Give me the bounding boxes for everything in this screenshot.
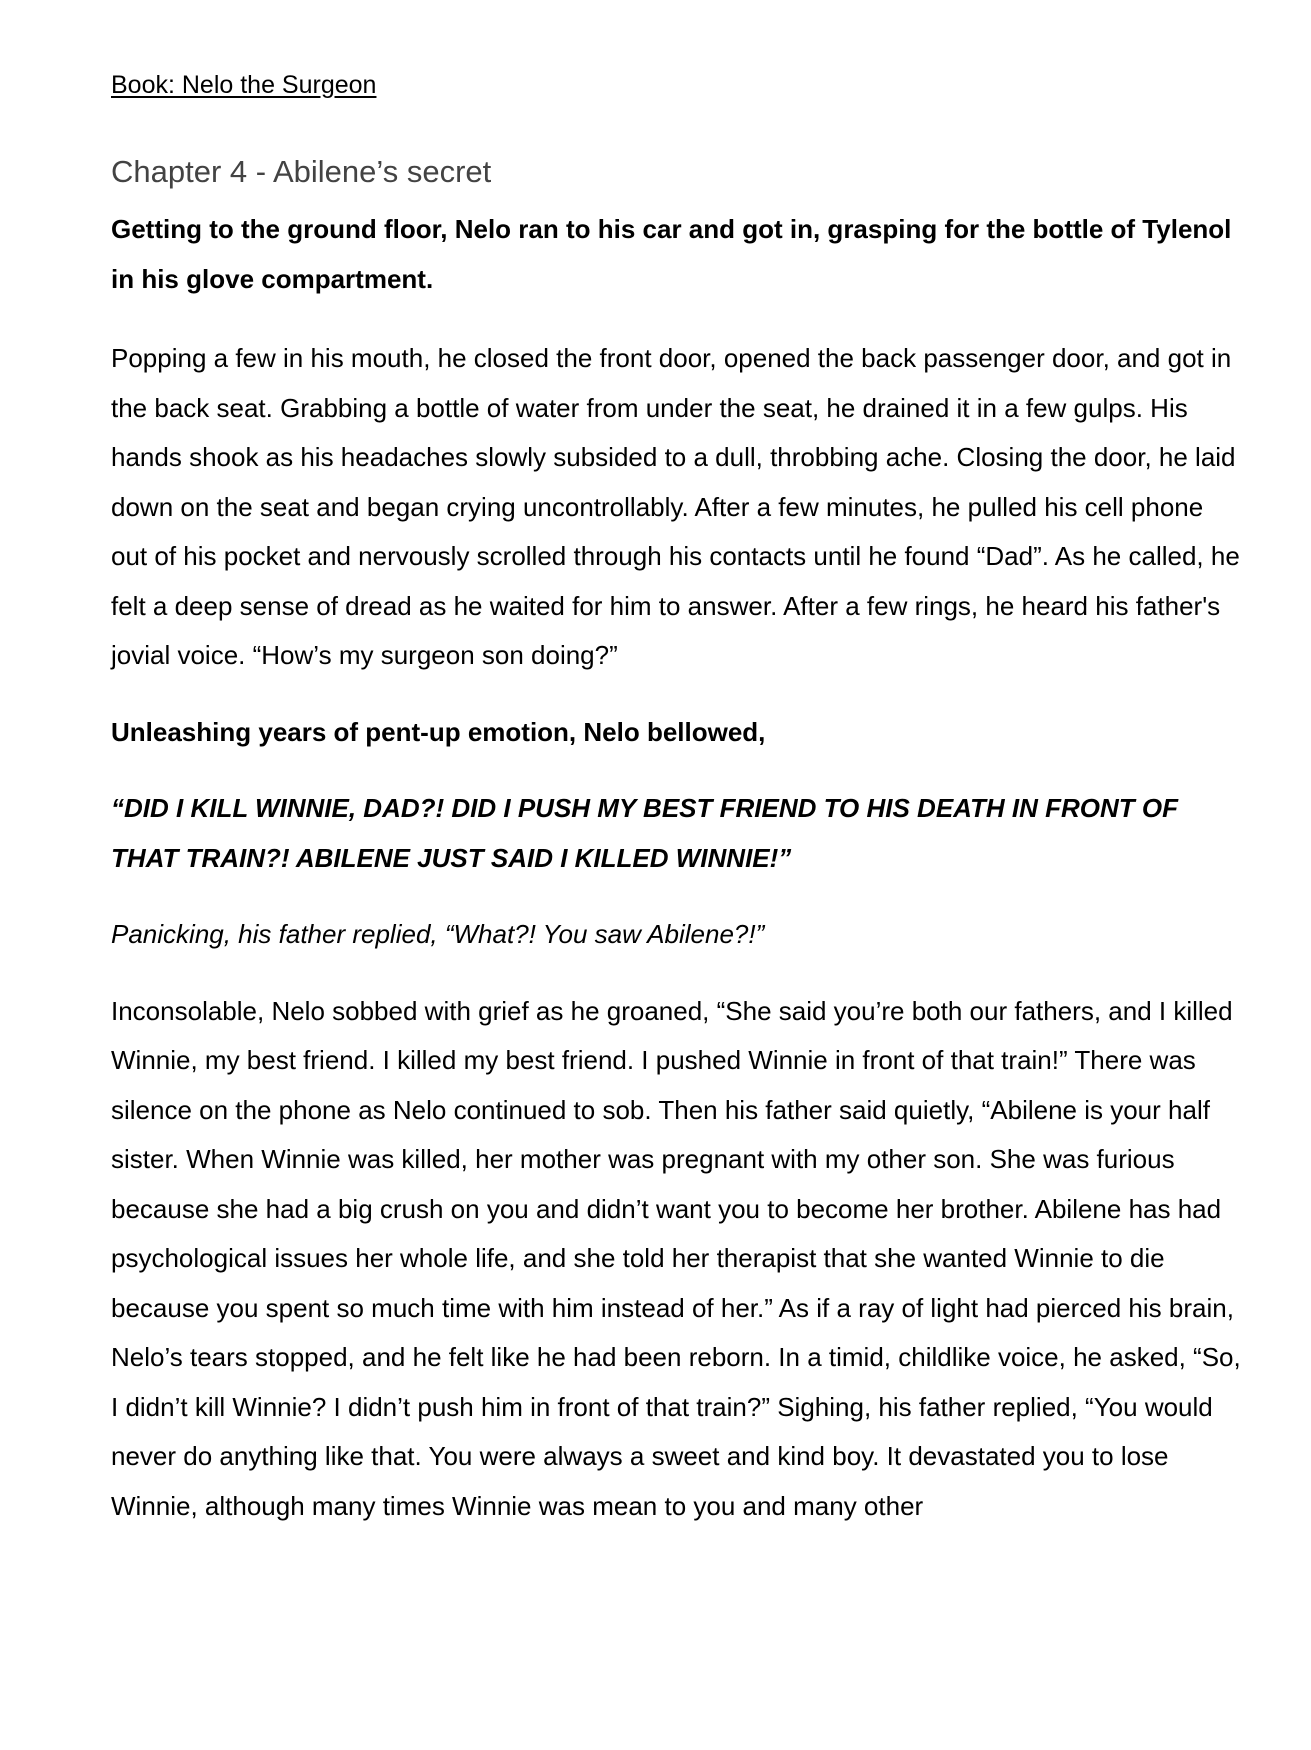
chapter-title: Chapter 4 - Abilene’s secret — [111, 154, 492, 189]
paragraph-body: Inconsolable, Nelo sobbed with grief as he groaned, “She said you’re both our fathers, and I killed Winnie, my best friend. I killed my best friend. I pushed Winnie in front of that train!” There was silence on the phone as Nelo continued to sob. Then his father said quietly, “Abilene is your half sister. When Winnie was killed, her mother was pregnant with my other son. She was furious because she had a big crush on you and didn’t want you to become her brother. Abilene has had psychological issues her whole life, and she told her therapist that she wanted Winnie to die because you spent so much time with him instead of her.” As if a ray of light had pierced his brain, Nelo’s tears stopped, and he felt like he had been reborn. In a timid, childlike voice, he asked, “So, I didn’t kill Winnie? I didn’t push him in front of that train?” Sighing, his father replied, “You would never do anything like that. You were always a sweet and kind boy. It devastated you to lose Winnie, although many times Winnie was mean to you and many other — [111, 995, 1241, 1521]
paragraph-bold: Unleashing years of pent-up emotion, Nelo bellowed, — [111, 716, 766, 747]
paragraph-italic: Panicking, his father replied, “What?! You saw Abilene?!” — [111, 919, 765, 949]
book-title-link[interactable]: Book: Nelo the Surgeon — [111, 71, 377, 99]
paragraph-bold-intro: Getting to the ground floor, Nelo ran to his car and got in, grasping for the bottle of Tylenol in his glove compartment. — [111, 214, 1232, 294]
paragraph-body: Popping a few in his mouth, he closed the front door, opened the back passenger door, and got in the back seat. Grabbing a bottle of water from under the seat, he drained it in a few gulps. His hands shook as his headaches slowly subsided to a dull, throbbing ache. Closing the door, he laid down on the seat and began crying uncontrollably. After a few minutes, he pulled his cell phone out of his pocket and nervously scrolled through his contacts until he found “Dad”. As he called, he felt a deep sense of dread as he waited for him to answer. After a few rings, he heard his father's jovial voice. “How’s my surgeon son doing?” — [111, 343, 1240, 670]
document-body — [111, 68, 1241, 1531]
paragraph-bold-italic-quote: “DID I KILL WINNIE, DAD?! DID I PUSH MY BEST FRIEND TO HIS DEATH IN FRONT OF THAT TRAIN?! ABILENE JUST SAID I KILLED WINNIE!” — [111, 793, 1178, 873]
